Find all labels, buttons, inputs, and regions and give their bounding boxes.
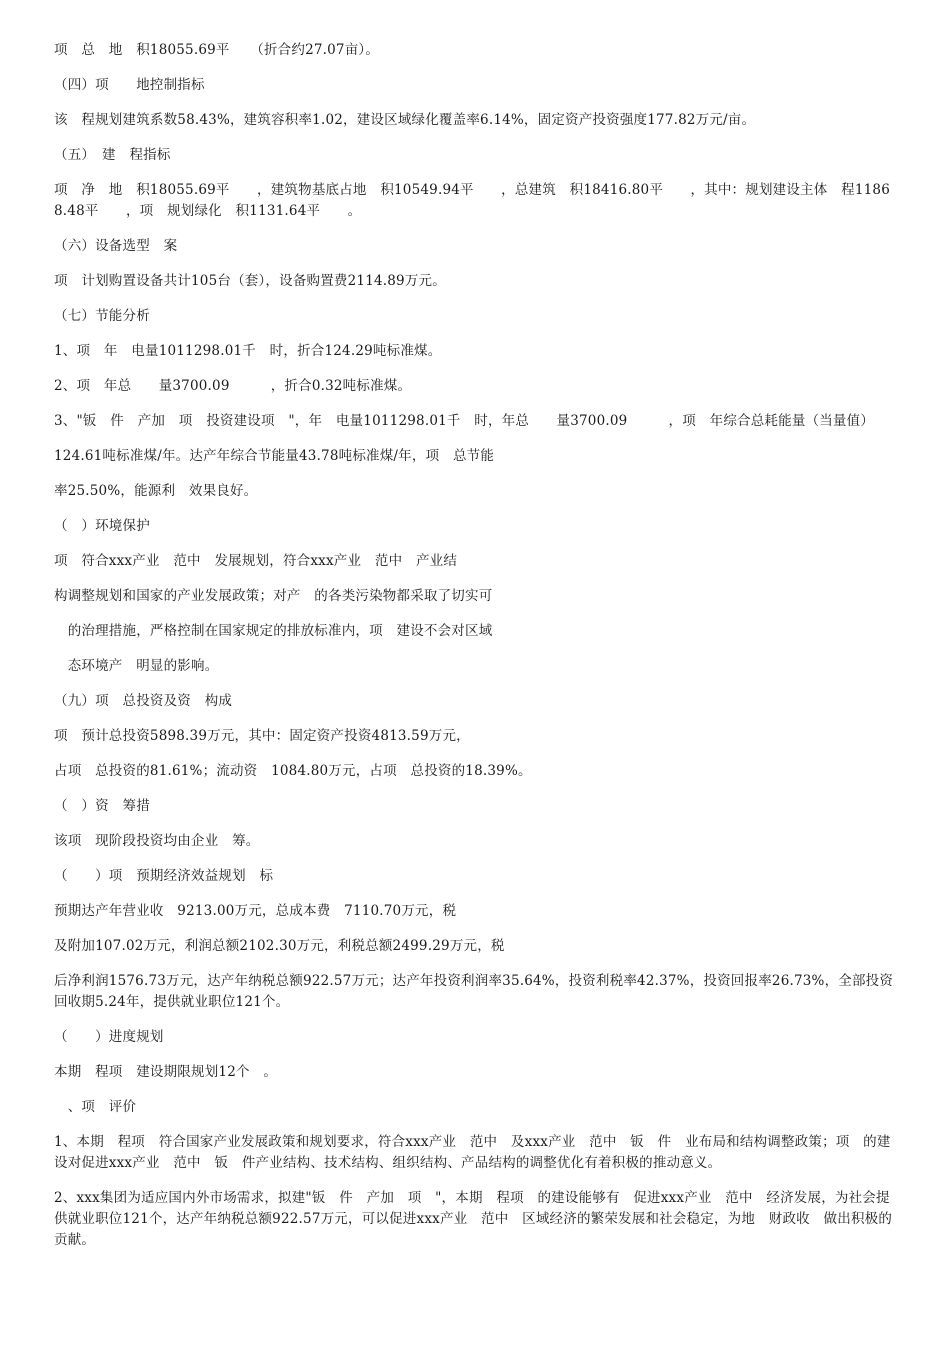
heading-financing: （ ）资 筹措 [54, 798, 150, 814]
paragraph-schedule: 本期 程项 建设期限规划12个 。 [54, 1064, 278, 1080]
heading-land-control: （四）项 地控制指标 [54, 77, 205, 93]
heading-evaluation: 、项 评价 [54, 1099, 137, 1115]
paragraph-construction-index: 项 净 地 积18055.69平 ，建筑物基底占地 积10549.94平 ，总建筑 积18416.80平 ，其中：规划建设主体 程11868.48平 ，项 规划绿化 积1131.64平 。 [54, 182, 890, 219]
paragraph-economic-2: 及附加107.02万元，利润总额2102.30万元，利税总额2499.29万元，税 [54, 938, 505, 954]
paragraph-financing: 该项 现阶段投资均由企业 筹。 [54, 833, 260, 849]
paragraph-economic-3: 后净利润1576.73万元，达产年纳税总额922.57万元；达产年投资利润率35.64%，投资利税率42.37%，投资回报率26.73%，全部投资回收期5.24年，提供就业职位121个。 [54, 973, 894, 1010]
heading-equipment: （六）设备选型 案 [54, 238, 178, 254]
paragraph-energy-2: 2、项 年总 量3700.09 ，折合0.32吨标准煤。 [54, 378, 412, 394]
paragraph-energy-3c: 率25.50%，能源利 效果良好。 [54, 483, 258, 499]
document-page [54, 40, 896, 1265]
paragraph-energy-1: 1、项 年 电量1011298.01千 时，折合124.29吨标准煤。 [54, 343, 442, 359]
paragraph-site-area: 项 总 地 积18055.69平 （折合约27.07亩）。 [54, 42, 380, 58]
heading-environment: （ ）环境保护 [54, 518, 150, 534]
paragraph-land-control: 该 程规划建筑系数58.43%，建筑容积率1.02，建设区域绿化覆盖率6.14%，固定资产投资强度177.82万元/亩。 [54, 112, 756, 128]
paragraph-investment-1: 项 预计总投资5898.39万元，其中：固定资产投资4813.59万元， [54, 728, 470, 744]
paragraph-environment-3: 的治理措施，严格控制在国家规定的排放标准内，项 建设不会对区域 [54, 623, 493, 639]
paragraph-environment-4: 态环境产 明显的影响。 [54, 658, 219, 674]
paragraph-evaluation-1: 1、本期 程项 符合国家产业发展政策和规划要求，符合xxx产业 范中 及xxx产业 范中 钣 件 业布局和结构调整政策；项 的建设对促进xxx产业 范中 钣 件产业结构、技术结构、组织结构、产品结构的调整优化有着积极的推动意义。 [54, 1134, 891, 1171]
paragraph-economic-1: 预期达产年营业收 9213.00万元，总成本费 7110.70万元，税 [54, 903, 457, 919]
paragraph-energy-3: 3、"钣 件 产加 项 投资建设项 "，年 电量1011298.01千 时，年总 量3700.09 ，项 年综合总耗能量（当量值） [54, 413, 875, 429]
paragraph-investment-2: 占项 总投资的81.61%；流动资 1084.80万元，占项 总投资的18.39%。 [54, 763, 532, 779]
paragraph-energy-3b: 124.61吨标准煤/年。达产年综合节能量43.78吨标准煤/年，项 总节能 [54, 448, 495, 464]
paragraph-equipment: 项 计划购置设备共计105台（套），设备购置费2114.89万元。 [54, 273, 446, 289]
heading-energy: （七）节能分析 [54, 308, 150, 324]
heading-schedule: （ ）进度规划 [54, 1029, 164, 1045]
paragraph-environment-1: 项 符合xxx产业 范中 发展规划，符合xxx产业 范中 产业结 [54, 553, 458, 569]
heading-investment: （九）项 总投资及资 构成 [54, 693, 233, 709]
heading-economic-benefit: （ ）项 预期经济效益规划 标 [54, 868, 274, 884]
heading-construction-index: （五） 建 程指标 [54, 147, 171, 163]
paragraph-environment-2: 构调整规划和国家的产业发展政策；对产 的各类污染物都采取了切实可 [54, 588, 493, 604]
paragraph-evaluation-2: 2、xxx集团为适应国内外市场需求，拟建"钣 件 产加 项 "，本期 程项 的建设能够有 促进xxx产业 范中 经济发展，为社会提供就业职位121个，达产年纳税总额922.57万元，可以促进xxx产业 范中 区域经济的繁荣发展和社会稳定，为地 财政收 做出积极的贡献。 [54, 1190, 893, 1248]
